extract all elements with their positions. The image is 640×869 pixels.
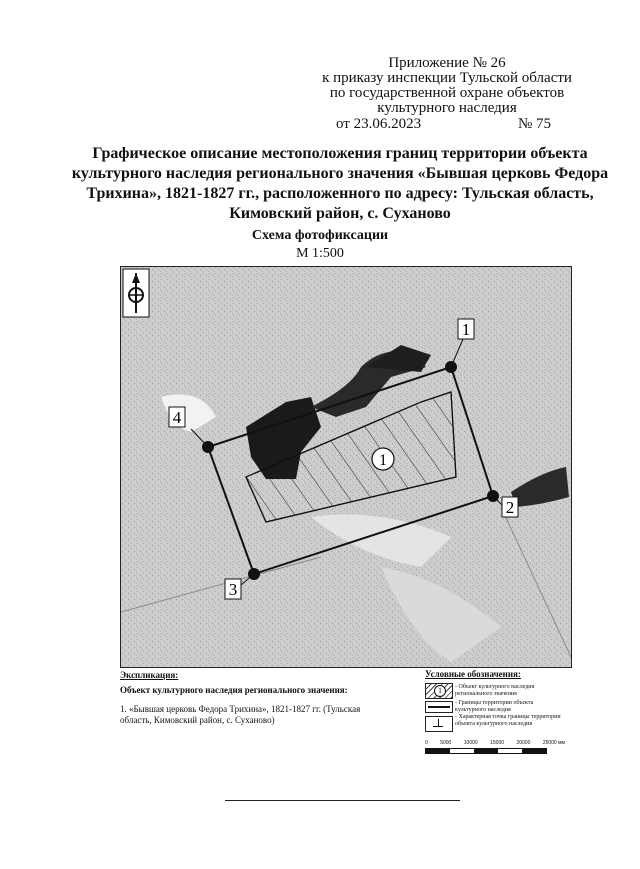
legend-point-symbol [425,716,453,732]
north-arrow-icon [123,269,149,317]
object-number: 1 [379,452,387,469]
document-title: Графическое описание местоположения границ территории объекта культурного наследия регионального значения «Бывшая церковь Федора Трихина», 1821-1827 гг., расположенного по адресу: Тульская область, Кимовский район, с. Суханово [71,145,609,222]
appendix-header [312,56,582,116]
point-label-4: 4 [172,408,182,427]
legend-point-base [433,726,443,727]
scale-tick: 0 [425,740,428,746]
legend-point-stem [438,719,439,726]
order-date: от 23.06.2023 [336,116,422,132]
explication-subheading: Объект культурного наследия регионального значения: [120,685,348,695]
legend-object-number: 1 [434,685,446,697]
explication-item: 1. «Бывшая церковь Федора Трихина», 1821-1827 гг. (Тульская область, Кимовский район, с. Суханово) [120,704,361,725]
aerial-map [120,266,572,668]
point-label-1: 1 [461,320,471,339]
legend-item-point [425,714,575,734]
order-line-3: культурного наследия [377,100,517,116]
order-line-1: к приказу инспекции Тульской области [322,70,572,86]
order-number: № 75 [518,116,552,132]
legend-boundary-text: - Границы территории объекта культурного наследия [455,700,534,713]
scale-tick: 20000 [516,740,531,746]
legend-boundary-symbol [425,701,453,713]
scale-tick: 5000 [440,740,452,746]
map-canvas [121,267,571,667]
order-line-2: по государственной охране объектов [329,85,565,101]
scale-ticks [425,740,565,746]
explication-heading: Экспликация: [120,670,179,680]
scheme-scale: М 1:500 [296,246,344,261]
scale-bar-graphic [425,748,547,754]
legend-point-text: - Характерная точка границы территории объекта культурного наследия [455,714,561,727]
scale-tick: 10000 [463,740,478,746]
legend-object-symbol [425,683,453,699]
scale-tick: 15000 [490,740,505,746]
legend-boundary-line [428,706,450,708]
legend-item-object [425,682,575,700]
legend [425,682,575,734]
scale-tick: 25000 мм [542,740,565,746]
scheme-title: Схема фотофиксации [251,228,389,243]
point-label-2: 2 [505,498,515,517]
point-label-3: 3 [228,580,238,599]
legend-item-boundary [425,700,575,714]
legend-object-text: - Объект культурного наследия регионального значения [455,684,535,697]
appendix-number: Приложение № 26 [388,55,506,71]
scale-bar [425,740,565,754]
legend-heading: Условные обозначения: [425,669,521,679]
bottom-rule [225,800,460,801]
